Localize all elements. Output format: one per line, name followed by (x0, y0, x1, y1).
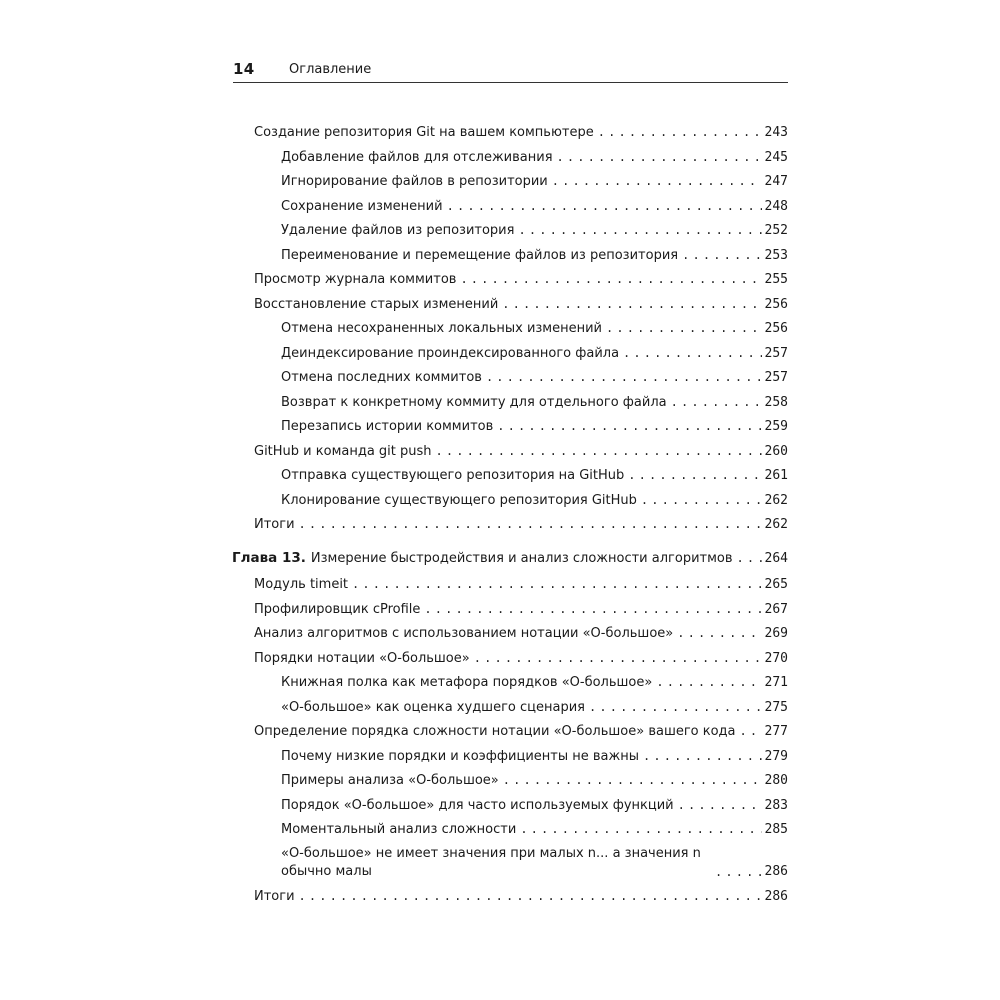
leader-dots (740, 722, 762, 740)
toc-entry-title (281, 772, 499, 790)
toc-entry (281, 820, 788, 839)
toc-entry-title (281, 467, 624, 485)
toc-entry-title-text: Анализ алгоритмов с использованием нотации «О-большое» (254, 626, 674, 641)
leader-dots (299, 515, 762, 533)
toc-entry-title (281, 173, 548, 191)
toc-entry-title-text: Отправка существующего репозитория на GitHub (281, 468, 625, 483)
toc-page-number: 277 (764, 724, 788, 739)
toc-entry (281, 747, 788, 766)
leader-dots (671, 393, 762, 411)
toc-page-number: 262 (764, 493, 788, 508)
toc-entry (281, 491, 788, 510)
toc-entry-title-text: Клонирование существующего репозитория GitHub (281, 493, 637, 508)
toc-page-number: 280 (764, 773, 788, 788)
toc-entry-title-text: Профилировщик cProfile (254, 602, 421, 617)
toc-entry-title (281, 492, 637, 510)
toc-entry (254, 722, 788, 741)
leader-dots (486, 368, 762, 386)
toc-entry-title (254, 601, 420, 619)
toc-entry-title-text: Примеры анализа «О-большое» (281, 773, 499, 788)
page-number: 14 (233, 60, 255, 78)
toc-entry-title (281, 394, 667, 412)
toc-entry-title-text: Игнорирование файлов в репозитории (281, 174, 548, 189)
toc-entry-title-text: «О-большое» как оценка худшего сценария (281, 700, 585, 715)
toc-entry (254, 575, 788, 594)
leader-dots (643, 747, 762, 765)
toc-entry (281, 172, 788, 191)
toc-entry (281, 771, 788, 790)
toc-entry-title-text: Добавление файлов для отслеживания (281, 150, 553, 165)
toc-entry-title-text: Перезапись истории коммитов (281, 419, 494, 434)
toc-page-number: 256 (764, 321, 788, 336)
toc-entry-title-text: Измерение быстродействия и анализ сложности алгоритмов (310, 551, 733, 566)
leader-dots (737, 549, 762, 567)
toc-entry-title (254, 516, 295, 534)
toc-entry (281, 845, 788, 881)
toc-entry (254, 624, 788, 643)
toc-chapter-entry (232, 549, 788, 568)
toc-page-number: 247 (764, 174, 788, 189)
toc-entry (281, 796, 788, 815)
toc-entry-title (254, 296, 498, 314)
toc-entry (254, 887, 788, 906)
toc-page-number: 265 (764, 577, 788, 592)
toc-entry-title (281, 797, 674, 815)
leader-dots (715, 863, 762, 881)
leader-dots (606, 319, 762, 337)
toc-entry-title-text: Удаление файлов из репозитория (281, 223, 515, 238)
leader-dots (656, 673, 761, 691)
toc-entry-title-text: Отмена несохраненных локальных изменений (281, 321, 603, 336)
toc-entry-title (281, 198, 443, 216)
toc-page-number: 245 (764, 150, 788, 165)
toc-entry-title-text: Создание репозитория Git на вашем компьютере (254, 125, 594, 140)
toc-entry-title (254, 124, 594, 142)
leader-dots (447, 197, 762, 215)
toc-entry-title (254, 443, 432, 461)
toc-entry-title (254, 650, 470, 668)
leader-dots (460, 270, 761, 288)
toc-entry (254, 123, 788, 142)
leader-dots (628, 466, 761, 484)
toc-entry (254, 600, 788, 619)
toc-entry-title-text: Просмотр журнала коммитов (254, 272, 457, 287)
toc-entry-title-text: Итоги (254, 889, 295, 904)
toc-page-number: 279 (764, 749, 788, 764)
toc-entry-title-text: Переименование и перемещение файлов из репозитория (281, 248, 679, 263)
toc-entry (254, 295, 788, 314)
leader-dots (552, 172, 762, 190)
toc-entry (281, 344, 788, 363)
toc-entry-title (254, 723, 736, 741)
toc-entry (281, 368, 788, 387)
leader-dots (518, 221, 761, 239)
toc-page-number: 275 (764, 700, 788, 715)
toc-page-number: 286 (764, 864, 788, 879)
toc-entry (281, 673, 788, 692)
leader-dots (678, 796, 762, 814)
toc-page-number: 260 (764, 444, 788, 459)
toc-entry (254, 649, 788, 668)
toc-entry (281, 221, 788, 240)
toc-entry (254, 515, 788, 534)
toc-page-number: 262 (764, 517, 788, 532)
toc-entry-title (281, 222, 514, 240)
leader-dots (641, 491, 762, 509)
toc-entry-title-text: «О-большое» не имеет значения при малых n... а значения n обычно малы (281, 846, 701, 879)
toc-entry-title (254, 625, 673, 643)
leader-dots (299, 887, 762, 905)
toc-page-number: 285 (764, 822, 788, 837)
toc-page-number: 259 (764, 419, 788, 434)
leader-dots (598, 123, 762, 141)
toc-page-number: 257 (764, 346, 788, 361)
toc-page-number: 286 (764, 889, 788, 904)
leader-dots (497, 417, 761, 435)
toc-page-number: 271 (764, 675, 788, 690)
toc-page-number: 243 (764, 125, 788, 140)
leader-dots (503, 771, 762, 789)
toc-entry-title-text: Итоги (254, 517, 295, 532)
toc-page-number: 261 (764, 468, 788, 483)
toc-page-number: 269 (764, 626, 788, 641)
toc-entry-title (281, 149, 553, 167)
leader-dots (623, 344, 761, 362)
running-title: Оглавление (289, 62, 372, 77)
toc-entry (281, 197, 788, 216)
toc-page-number: 267 (764, 602, 788, 617)
toc-entry-title (281, 320, 602, 338)
toc-page-number: 264 (764, 551, 788, 566)
toc-entry-title-text: Моментальный анализ сложности (281, 822, 517, 837)
toc-entry-title (254, 576, 348, 594)
chapter-number: Глава 13. (232, 550, 306, 566)
toc-entry (254, 270, 788, 289)
toc-entry-title-text: Отмена последних коммитов (281, 370, 482, 385)
toc-entry (281, 466, 788, 485)
leader-dots (682, 246, 761, 264)
toc-page-number: 252 (764, 223, 788, 238)
toc-page-number: 255 (764, 272, 788, 287)
leader-dots (474, 649, 762, 667)
toc-entry (281, 246, 788, 265)
toc-entry-title (281, 699, 585, 717)
toc-entry-title (281, 418, 493, 436)
leader-dots (677, 624, 761, 642)
toc-entry-title (254, 888, 295, 906)
leader-dots (557, 148, 762, 166)
leader-dots (436, 442, 762, 460)
toc-entry-title-text: Восстановление старых изменений (254, 297, 499, 312)
toc-page-number: 253 (764, 248, 788, 263)
toc-entry-title (281, 247, 678, 265)
toc-entry (281, 698, 788, 717)
toc-page-number: 283 (764, 798, 788, 813)
toc-entry-title-text: Книжная полка как метафора порядков «О-большое» (281, 675, 653, 690)
toc-entry-title-text: GitHub и команда git push (254, 444, 432, 459)
leader-dots (424, 600, 761, 618)
toc-entry (281, 319, 788, 338)
toc-entry (281, 393, 788, 412)
leader-dots (352, 575, 761, 593)
toc-entry (281, 148, 788, 167)
toc-entry (281, 417, 788, 436)
toc-entry-title-text: Модуль timeit (254, 577, 349, 592)
toc-page-number: 248 (764, 199, 788, 214)
toc-entry-title (281, 845, 711, 881)
toc-entry-title-text: Почему низкие порядки и коэффициенты не важны (281, 749, 639, 764)
toc-entry-title (254, 271, 456, 289)
leader-dots (520, 820, 761, 838)
toc-page-number: 258 (764, 395, 788, 410)
toc-entry-title-text: Деиндексирование проиндексированного файла (281, 346, 620, 361)
toc-entry-title (281, 674, 652, 692)
toc-page-number: 256 (764, 297, 788, 312)
toc-entry-title (281, 369, 482, 387)
leader-dots (589, 698, 762, 716)
toc-entry-title-text: Возврат к конкретному коммиту для отдельного файла (281, 395, 667, 410)
toc-entry-title (311, 550, 733, 568)
toc-entry (254, 442, 788, 461)
toc-entry-title-text: Порядок «О-большое» для часто используемых функций (281, 798, 674, 813)
toc-entry-title-text: Определение порядка сложности нотации «О-большое» вашего кода (254, 724, 736, 739)
toc-entry-title (281, 345, 619, 363)
toc-entry-title-text: Сохранение изменений (281, 199, 443, 214)
toc-page-number: 270 (764, 651, 788, 666)
leader-dots (502, 295, 761, 313)
toc-page-number: 257 (764, 370, 788, 385)
toc-entry-title (281, 748, 639, 766)
toc-entry-title (281, 821, 516, 839)
toc-entry-title-text: Порядки нотации «О-большое» (254, 651, 470, 666)
